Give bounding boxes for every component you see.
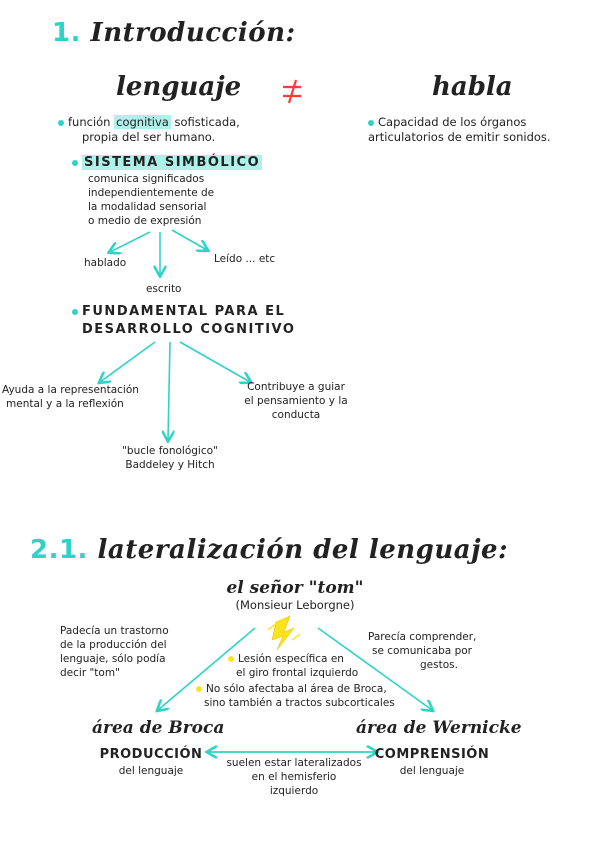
section1-heading <box>52 18 296 48</box>
section2-heading <box>30 535 508 565</box>
section1-title: Introducción: <box>90 18 296 48</box>
sistema-description: comunica significados independientemente de la modalidad sensorial o medio de expresión <box>88 173 215 227</box>
suelen-text: suelen estar lateralizados en el hemisferio izquierdo <box>226 757 362 797</box>
lenguaje-heading: lenguaje <box>116 72 242 102</box>
habla-heading: habla <box>432 72 513 102</box>
section2-title: lateralización del lenguaje: <box>97 535 509 565</box>
wernicke-heading: área de Wernicke <box>356 718 522 738</box>
bullet-dot <box>72 160 78 166</box>
bullet-dot <box>368 120 374 126</box>
fundamental-bullet: FUNDAMENTAL PARA EL DESARROLLO COGNITIVO <box>72 303 295 339</box>
branch-escrito: escrito <box>146 283 182 295</box>
branch-hablado: hablado <box>84 257 127 269</box>
lesion-bullet: Lesión específica en el giro frontal izquierdo <box>228 652 378 680</box>
contribuye-text: Contribuye a guiar el pensamiento y la conducta <box>244 381 348 421</box>
bullet-dot <box>72 309 78 315</box>
senor-tom: el señor "tom" (Monsieur Leborgne) <box>226 578 364 612</box>
bullet-dot <box>196 686 202 692</box>
arrow-hablado <box>110 232 150 252</box>
arrow-bucle <box>168 342 170 440</box>
nosolo-bullet: No sólo afectaba al área de Broca, sino también a tractos subcorticales <box>196 682 396 710</box>
not-equal-icon <box>283 80 301 103</box>
wernicke-subtext: COMPRENSIÓN del lenguaje <box>374 747 490 777</box>
broca-subtext: PRODUCCIÓN del lenguaje <box>99 747 203 777</box>
broca-heading: área de Broca <box>92 718 225 738</box>
bucle-text: "bucle fonológico" Baddeley y Hitch <box>122 445 218 471</box>
sistema-simbolico: SISTEMA SIMBÓLICO <box>72 154 262 172</box>
bullet-dot <box>228 656 234 662</box>
arrow-leido <box>172 230 207 250</box>
ayuda-text: Ayuda a la representación mental y a la reflexión <box>2 384 139 410</box>
bullet-dot <box>58 120 64 126</box>
funcion-bullet: función cognitiva sofisticada, propia del ser humano. <box>58 115 278 145</box>
habla-bullet: Capacidad de los órganos articulatorios de emitir sonidos. <box>368 115 551 144</box>
branch-leido: Leído ... etc <box>214 253 276 265</box>
padecia-text: Padecía un trastorno de la producción del lenguaje, sólo podía decir "tom" <box>60 625 169 679</box>
cognitiva-highlight: cognitiva <box>116 115 169 129</box>
lightning-bolt-icon <box>268 616 300 650</box>
section2-number: 2.1. <box>30 535 88 565</box>
arrow-contribuye <box>180 342 250 382</box>
parecia-text: Parecía comprender, se comunicaba por gestos. <box>368 631 477 671</box>
arrow-ayuda <box>100 342 155 382</box>
section1-number: 1. <box>52 18 81 48</box>
